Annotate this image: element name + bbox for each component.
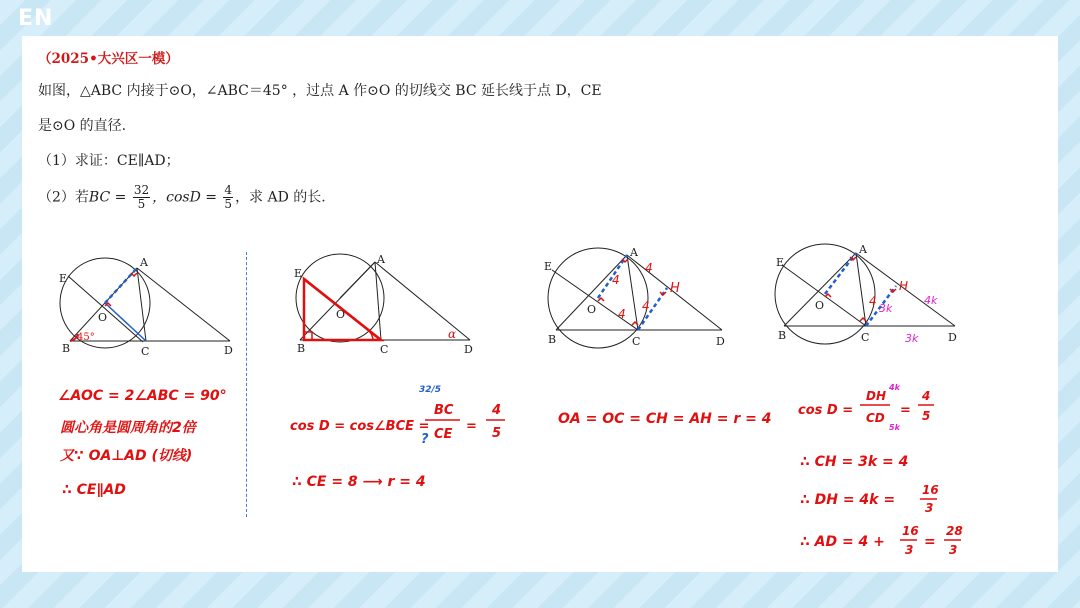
note4-cos-lhs: cos D =	[798, 403, 854, 418]
fig4-label-h: H	[899, 279, 909, 293]
note4-num-tag: 4k	[889, 383, 900, 392]
note2-ce-unknown: ?	[421, 432, 429, 447]
part2-prefix: （2）若	[38, 189, 89, 206]
fig4-tag-4k: 4k	[924, 294, 938, 307]
figure-3	[548, 248, 722, 348]
bc-num: 32	[133, 183, 150, 197]
part2-bc-lhs: BC =	[88, 189, 127, 206]
cos-num: 4	[224, 183, 233, 197]
fig2-angle-alpha: α	[448, 327, 457, 341]
fig2-label-e: E	[294, 267, 303, 280]
brand-logo: EN	[18, 6, 54, 31]
problem-part1: （1）求证：CE∥AD；	[38, 153, 180, 169]
fig1-label-o: O	[98, 311, 108, 324]
fig4-label-e: E	[776, 256, 785, 269]
note4-ad-den1: 3	[905, 543, 914, 557]
note4-ch: ∴ CH = 3k = 4	[800, 454, 909, 470]
note4-ad-mid: =	[924, 534, 936, 550]
problem-stem-line2: 是⊙O 的直径.	[38, 118, 127, 134]
fig4-line-ba	[784, 253, 856, 326]
fig3-len-oa: 4	[612, 273, 620, 287]
fig3-label-a: A	[630, 246, 638, 259]
fig3-line-ba	[556, 255, 627, 330]
fig1-radius-oc	[105, 303, 146, 341]
fig1-right-angle-a	[131, 273, 137, 276]
fig3-label-h: H	[670, 281, 680, 296]
note2-rhs-num: 4	[492, 403, 502, 418]
note4-dh-lhs: ∴ DH = 4k =	[800, 492, 896, 508]
fig3-label-c: C	[632, 335, 641, 348]
bc-den: 5	[137, 197, 146, 211]
note2-result: ∴ CE = 8 ⟶ r = 4	[292, 474, 426, 490]
note4-den-tag: 5k	[889, 423, 900, 432]
note2-rhs-den: 5	[492, 426, 502, 441]
fig3-label-d: D	[716, 335, 725, 348]
note2-frac-num: BC	[434, 403, 454, 418]
note4-ad-num2: 28	[946, 524, 963, 538]
fig4-tag-3k: 3k	[879, 302, 893, 315]
note1-line3: 又∵ OA⊥AD (切线)	[60, 448, 193, 464]
fig1-label-a: A	[140, 256, 148, 269]
fig3-len-ah: 4	[645, 261, 653, 275]
part2-cos-lhs: ，cosD =	[152, 189, 217, 206]
fig2-line-ac	[375, 262, 381, 340]
fig2-radius-oa	[340, 262, 375, 298]
fig2-label-b: B	[297, 342, 306, 355]
problem-source: （2025•大兴区一模）	[38, 51, 179, 67]
note1-line1: ∠AOC = 2∠ABC = 90°	[58, 388, 227, 404]
fig1-label-c: C	[141, 345, 150, 358]
cos-den: 5	[224, 197, 233, 211]
note4-ad-lhs: ∴ AD = 4 +	[800, 534, 885, 550]
fig4-label-c: C	[861, 331, 870, 344]
note1-line2: 圆心角是圆周角的2倍	[60, 420, 196, 436]
fig1-line-ba	[70, 268, 137, 341]
part2-suffix: ，求 AD 的长.	[235, 189, 326, 206]
note4-eq: =	[900, 403, 911, 418]
fig1-angle-45: 45°	[77, 332, 95, 343]
note4-ad-num1: 16	[902, 524, 919, 538]
note3-equalities: OA = OC = CH = AH = r = 4	[558, 411, 772, 427]
note4-dh-den: 3	[925, 501, 934, 515]
fig4-label-b: B	[778, 329, 787, 342]
fig3-len-ch: 4	[642, 299, 650, 313]
fig3-label-o: O	[587, 303, 597, 316]
note4-frac-num: DH	[866, 389, 887, 403]
fig1-tangent-ad	[137, 268, 230, 341]
figure-2	[296, 254, 470, 342]
note2-frac-den: CE	[434, 427, 453, 442]
problem-stem-line1: 如图，△ABC 内接于⊙O，∠ABC＝45° ，过点 A 作⊙O 的切线交 BC 延长线于点 D，CE	[38, 83, 602, 99]
fig1-label-d: D	[224, 344, 233, 357]
note4-rhs-num: 4	[922, 389, 931, 403]
fig4-tag-5k: 3k	[905, 332, 919, 345]
fig3-label-e: E	[544, 260, 553, 273]
fig4-label-o: O	[815, 299, 825, 312]
fig2-label-o: O	[336, 308, 346, 321]
fig2-label-c: C	[380, 343, 389, 356]
note2-cos-eq: cos D = cos∠BCE =	[290, 419, 430, 434]
note4-frac-den: CD	[866, 411, 885, 425]
fig2-label-d: D	[464, 343, 473, 356]
fig3-len-oc: 4	[618, 307, 626, 321]
fig4-diameter-ec	[782, 265, 866, 326]
note4-ad-den2: 3	[949, 543, 958, 557]
note4-dh-num: 16	[922, 483, 939, 497]
fig1-label-b: B	[62, 342, 71, 355]
note2-bc-value: 32/5	[419, 385, 442, 395]
note2-eq: =	[466, 419, 477, 434]
fig4-label-d: D	[948, 331, 957, 344]
fig4-label-a: A	[859, 243, 867, 256]
fig4-len-ch: 4	[869, 294, 877, 308]
fig3-label-b: B	[548, 333, 557, 346]
fig1-label-e: E	[59, 272, 68, 285]
note1-line4: ∴ CE∥AD	[62, 482, 126, 498]
note4-rhs-den: 5	[922, 409, 931, 423]
fig2-label-a: A	[377, 253, 385, 266]
